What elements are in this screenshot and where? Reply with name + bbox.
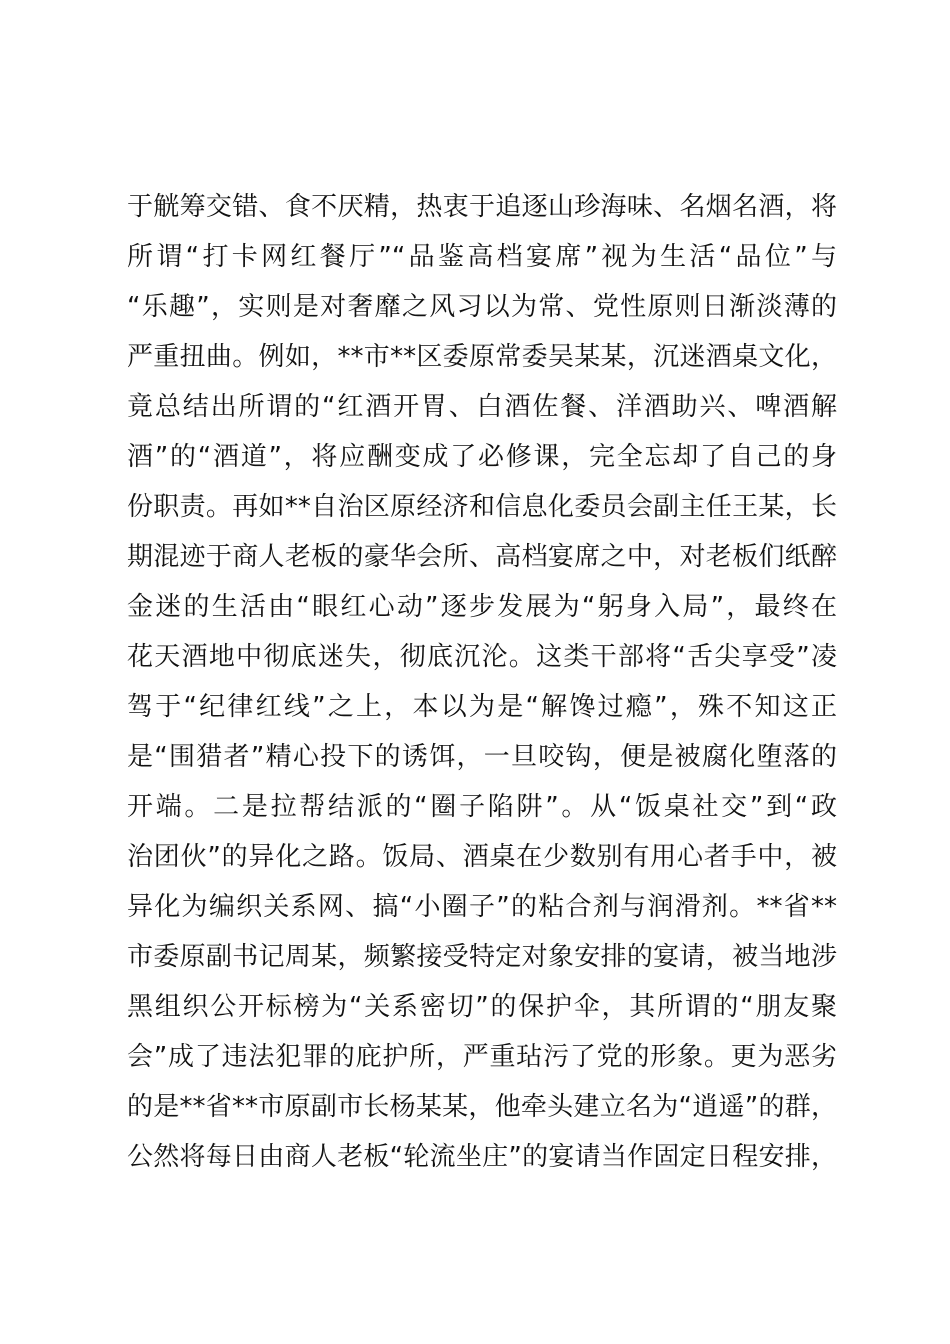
text-line: 严重扭曲。例如，**市**区委原常委吴某某，沉迷酒桌文化， bbox=[127, 342, 837, 372]
text-line: 开端。二是拉帮结派的“圈子陷阱”。从“饭桌社交”到“政 bbox=[127, 792, 837, 822]
body-text bbox=[127, 182, 837, 1182]
text-line: 所谓“打卡网红餐厅”“品鉴高档宴席”视为生活“品位”与 bbox=[127, 242, 837, 272]
text-line: 金迷的生活由“眼红心动”逐步发展为“躬身入局”，最终在 bbox=[127, 592, 837, 622]
text-line: 竟总结出所谓的“红酒开胃、白酒佐餐、洋酒助兴、啤酒解 bbox=[127, 392, 837, 422]
text-line: 花天酒地中彻底迷失，彻底沉沦。这类干部将“舌尖享受”凌 bbox=[127, 642, 837, 672]
text-line: 酒”的“酒道”，将应酬变成了必修课，完全忘却了自己的身 bbox=[127, 442, 837, 472]
text-line: 会”成了违法犯罪的庇护所，严重玷污了党的形象。更为恶劣 bbox=[127, 1042, 837, 1072]
text-line: 期混迹于商人老板的豪华会所、高档宴席之中，对老板们纸醉 bbox=[127, 542, 837, 572]
text-line: “乐趣”，实则是对奢靡之风习以为常、党性原则日渐淡薄的 bbox=[127, 292, 837, 322]
text-line: 公然将每日由商人老板“轮流坐庄”的宴请当作固定日程安排， bbox=[127, 1142, 837, 1172]
text-line: 是“围猎者”精心投下的诱饵，一旦咬钩，便是被腐化堕落的 bbox=[127, 742, 837, 772]
text-line: 份职责。再如**自治区原经济和信息化委员会副主任王某，长 bbox=[127, 492, 837, 522]
text-line: 于觥筹交错、食不厌精，热衷于追逐山珍海味、名烟名酒，将 bbox=[127, 192, 837, 222]
text-line: 异化为编织关系网、搞“小圈子”的粘合剂与润滑剂。**省** bbox=[127, 892, 837, 922]
text-line: 驾于“纪律红线”之上，本以为是“解馋过瘾”，殊不知这正 bbox=[127, 692, 837, 722]
text-line: 黑组织公开标榜为“关系密切”的保护伞，其所谓的“朋友聚 bbox=[127, 992, 837, 1022]
text-line: 的是**省**市原副市长杨某某，他牵头建立名为“逍遥”的群， bbox=[127, 1092, 837, 1122]
text-line: 市委原副书记周某，频繁接受特定对象安排的宴请，被当地涉 bbox=[127, 942, 837, 972]
text-line: 治团伙”的异化之路。饭局、酒桌在少数别有用心者手中，被 bbox=[127, 842, 837, 872]
